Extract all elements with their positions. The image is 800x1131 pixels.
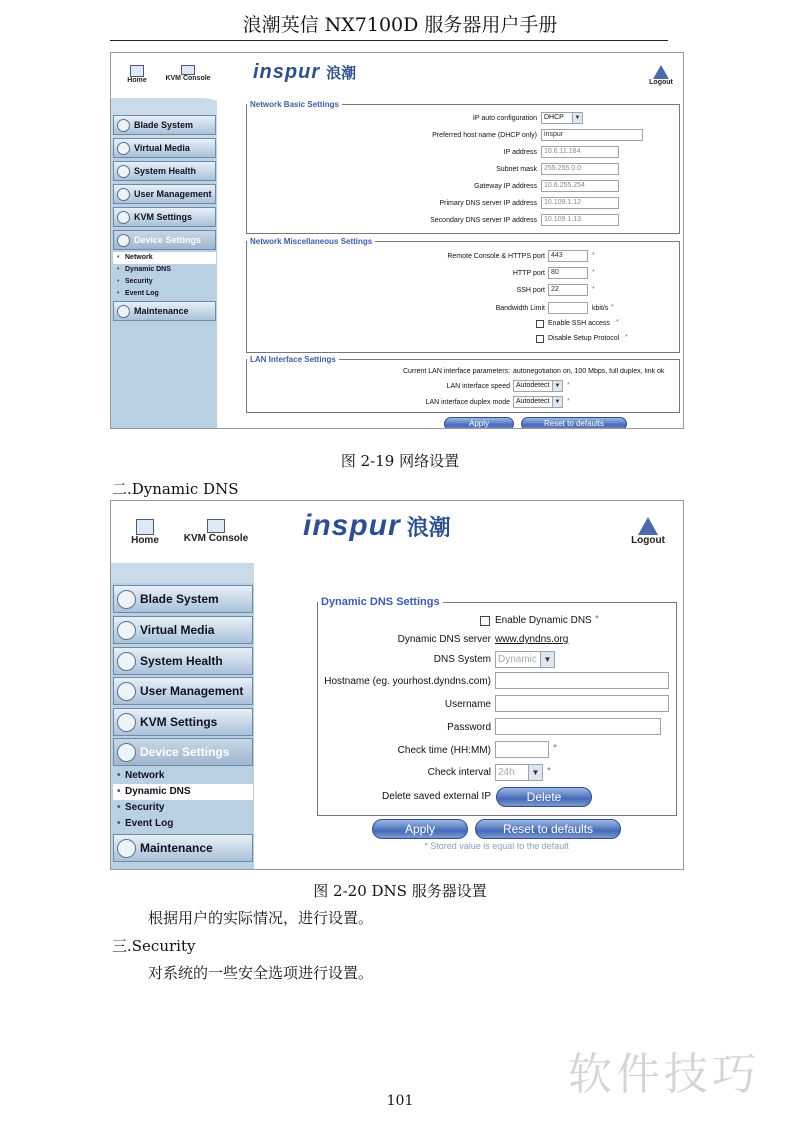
submenu-event-log[interactable]: • Event Log [113,288,216,300]
select-value: Dynamic [498,654,537,665]
primary-dns-input[interactable]: 10.109.1.12 [541,197,619,209]
watermark: 软件技巧 [568,1049,760,1100]
submenu-network[interactable]: • Network [113,768,253,784]
menu-kvm-settings[interactable] [113,708,253,736]
lan-speed-select[interactable] [513,380,563,392]
logo-text: inspur [253,61,321,83]
dns-system-select[interactable] [495,651,555,668]
menu-system-health[interactable] [113,647,253,675]
logout-label: Logout [649,79,673,86]
section-heading-dynamic-dns: 二.Dynamic DNS [112,480,239,498]
menu-label: Virtual Media [140,623,215,637]
paragraph-settings: 根据用户的实际情况，进行设置。 [148,909,374,927]
current-lan-label: Current LAN interface parameters: [403,368,510,375]
subnet-mask-input[interactable]: 255.255.0.0 [541,163,619,175]
home-label: Home [131,535,159,546]
enable-dynamic-dns-label: Enable Dynamic DNS [495,615,592,626]
menu-device-settings[interactable] [113,230,216,250]
default-star: * [553,743,557,754]
menu-label: Device Settings [134,235,202,245]
menu-blade-system[interactable] [113,115,216,135]
default-star: * [595,614,599,625]
menu-label: Maintenance [140,841,213,855]
menu-kvm-settings[interactable] [113,207,216,227]
section-heading-security: 三.Security [112,937,196,955]
default-star: * [592,286,595,293]
logo-text: inspur [303,509,401,542]
group-legend: Dynamic DNS Settings [321,596,440,608]
logo-cn: 浪潮 [406,516,451,541]
group-legend: Network Miscellaneous Settings [250,237,373,246]
kvm-console-nav[interactable] [159,65,217,82]
disable-setup-checkbox[interactable] [536,335,544,343]
menu-maintenance[interactable] [113,301,216,321]
menu-user-management[interactable] [113,677,253,705]
page-number: 101 [386,1093,414,1109]
figure-caption-2-20: 图 2-20 DNS 服务器设置 [313,882,487,900]
submenu-security[interactable]: • Security [113,276,216,288]
logout-label: Logout [631,535,665,546]
kvm-settings-icon [117,713,136,732]
secondary-dns-label: Secondary DNS server IP address [430,217,537,224]
http-port-label: HTTP port [512,270,545,277]
delete-ip-label: Delete saved external IP [382,791,491,802]
delete-button[interactable]: Delete [496,787,592,807]
network-settings-screenshot [110,52,684,429]
menu-virtual-media[interactable] [113,616,253,644]
ip-address-input[interactable]: 10.6.11.184 [541,146,619,158]
hostname-input[interactable] [495,672,669,689]
kvm-console-nav[interactable] [177,519,255,544]
enable-ssh-label: Enable SSH access [548,320,610,327]
logout-icon [653,65,669,79]
menu-label: System Health [140,654,223,668]
lan-duplex-label: LAN interface duplex mode [425,399,510,406]
menu-device-settings[interactable] [113,738,253,766]
kvm-console-label: KVM Console [165,75,211,82]
check-time-label: Check time (HH:MM) [397,745,491,756]
menu-label: KVM Settings [140,715,218,729]
chevron-down-icon: ▼ [552,397,562,407]
dynamic-dns-screenshot [110,500,684,870]
system-health-icon [117,652,136,671]
default-star: * [567,382,570,389]
chevron-down-icon: ▼ [528,765,542,780]
logout-link[interactable] [643,65,679,86]
menu-label: User Management [140,684,244,698]
chevron-down-icon: ▼ [540,652,554,667]
select-value: Autodetect [516,398,550,405]
header-rule [110,40,668,41]
menu-system-health[interactable] [113,161,216,181]
device-settings-icon [117,234,130,247]
menu-label: System Health [134,166,197,176]
chevron-down-icon: ▼ [572,113,582,123]
gateway-label: Gateway IP address [474,183,537,190]
select-value: Autodetect [516,382,550,389]
virtual-media-icon [117,621,136,640]
lan-speed-label: LAN interface speed [446,383,510,390]
primary-dns-label: Primary DNS server IP address [439,200,537,207]
reset-defaults-button[interactable]: Reset to defaults [475,819,621,839]
default-star: * [567,398,570,405]
bandwidth-input[interactable] [548,302,588,314]
submenu-network[interactable]: • Network [113,252,216,264]
dns-server-link[interactable]: www.dyndns.org [495,634,569,645]
blade-system-icon [117,119,130,132]
https-port-input[interactable]: 443 [548,250,588,262]
ip-address-label: IP address [503,149,537,156]
default-star: * [611,304,614,311]
menu-virtual-media[interactable] [113,138,216,158]
bandwidth-label: Bandwidth Limit [495,305,545,312]
apply-button[interactable]: Apply [372,819,468,839]
submenu-security[interactable]: • Security [113,800,253,816]
enable-ssh-checkbox[interactable] [536,320,544,328]
monitor-icon [181,65,195,75]
submenu-dynamic-dns[interactable]: • Dynamic DNS [113,264,216,276]
menu-label: KVM Settings [134,212,193,222]
menu-label: Maintenance [134,306,189,316]
default-star: * [625,334,628,341]
maintenance-icon [117,305,130,318]
user-management-icon [117,682,136,701]
check-time-input[interactable] [495,741,549,758]
gateway-input[interactable]: 10.6.255.254 [541,180,619,192]
hostname-label: Hostname (eg. yourhost.dyndns.com) [324,676,491,687]
logo-cn: 浪潮 [326,64,357,82]
default-star: * [592,269,595,276]
hostname-label: Preferred host name (DHCP only) [432,132,537,139]
menu-blade-system[interactable] [113,585,253,613]
apply-button[interactable]: Apply [444,417,514,429]
dns-server-label: Dynamic DNS server [397,634,491,645]
subnet-mask-label: Subnet mask [496,166,537,173]
inspur-logo [253,61,356,84]
check-interval-select[interactable] [495,764,543,781]
check-interval-label: Check interval [427,767,491,778]
submenu-event-log[interactable]: • Event Log [113,816,253,832]
https-port-label: Remote Console & HTTPS port [447,253,545,260]
ip-auto-select[interactable] [541,112,583,124]
menu-label: Blade System [140,592,219,606]
default-value-note: * Stored value is equal to the default [424,841,569,851]
menu-label: User Management [134,189,212,199]
page-header: 浪潮英信 NX7100D 服务器用户手册 [242,14,558,36]
logout-icon [638,517,658,535]
default-star: * [592,252,595,259]
ssh-port-label: SSH port [516,287,545,294]
home-icon [130,65,144,77]
ip-auto-label: IP auto configuration [472,115,537,122]
reset-defaults-button[interactable]: Reset to defaults [521,417,627,429]
home-icon [136,519,154,535]
group-legend: LAN Interface Settings [250,355,336,364]
home-nav[interactable] [119,65,155,84]
figure-caption-2-19: 图 2-19 网络设置 [340,452,460,470]
select-value: DHCP [544,114,564,121]
menu-maintenance[interactable] [113,834,253,862]
lan-duplex-select[interactable] [513,396,563,408]
blade-system-icon [117,590,136,609]
bandwidth-unit: kbit/s [592,305,609,312]
password-input[interactable] [495,718,661,735]
current-lan-value: autonegotiation on, 100 Mbps, full duplex, link ok [513,368,665,375]
dns-system-label: DNS System [433,654,491,665]
hostname-input[interactable]: inspur [541,129,643,141]
device-settings-icon [117,743,136,762]
monitor-icon [207,519,225,533]
home-label: Home [127,77,147,84]
submenu-dynamic-dns[interactable]: • Dynamic DNS [113,784,253,800]
system-health-icon [117,165,130,178]
menu-label: Device Settings [140,745,230,759]
kvm-settings-icon [117,211,130,224]
user-management-icon [117,188,130,201]
menu-label: Blade System [134,120,194,130]
secondary-dns-input[interactable]: 10.109.1.13 [541,214,619,226]
select-value: 24h [498,767,515,778]
disable-setup-label: Disable Setup Protocol [548,335,620,342]
paragraph-security: 对系统的一些安全选项进行设置。 [148,964,374,982]
inspur-logo [303,509,451,543]
username-label: Username [444,699,491,710]
menu-label: Virtual Media [134,143,190,153]
default-star: * [616,319,619,326]
username-input[interactable] [495,695,669,712]
virtual-media-icon [117,142,130,155]
password-label: Password [447,722,491,733]
ssh-port-input[interactable]: 22 [548,284,588,296]
http-port-input[interactable]: 80 [548,267,588,279]
chevron-down-icon: ▼ [552,381,562,391]
menu-user-management[interactable] [113,184,216,204]
home-nav[interactable] [123,519,167,546]
enable-dynamic-dns-checkbox[interactable] [480,616,490,626]
kvm-console-label: KVM Console [183,533,249,544]
default-star: * [547,766,551,777]
logout-link[interactable] [625,517,671,546]
group-legend: Network Basic Settings [250,100,339,109]
maintenance-icon [117,839,136,858]
